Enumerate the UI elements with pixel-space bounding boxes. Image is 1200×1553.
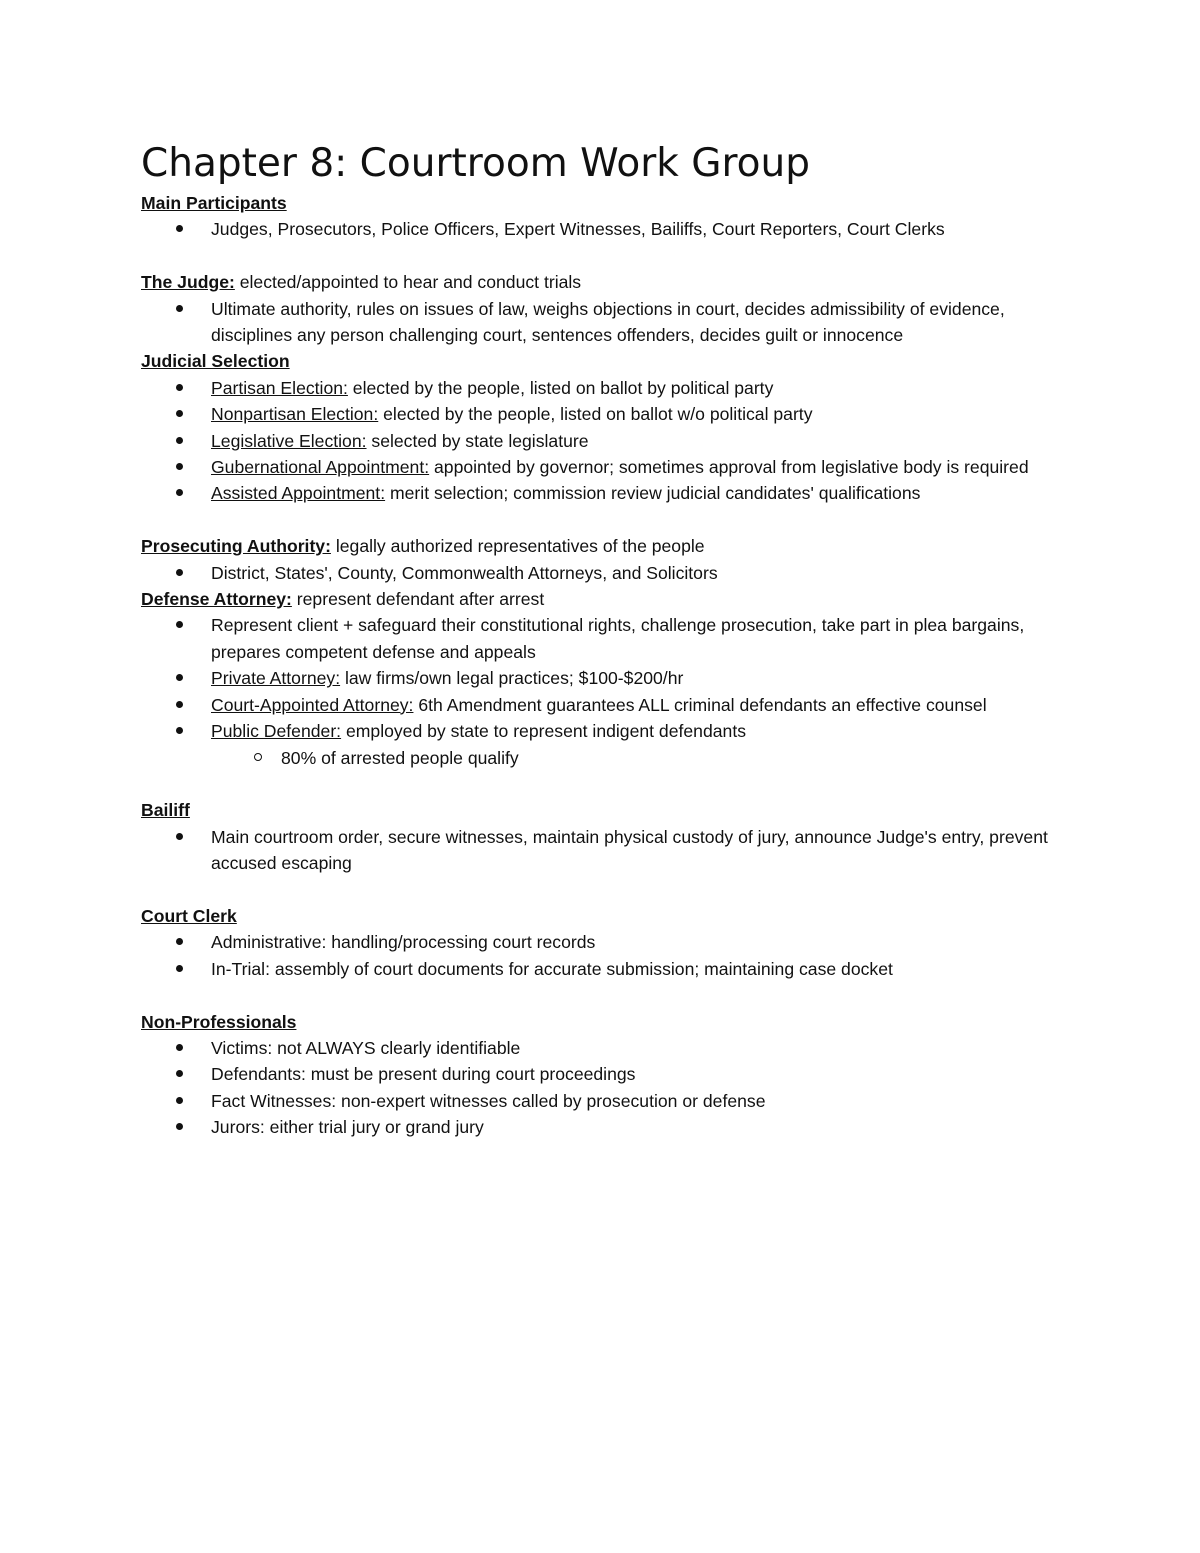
term-label: Assisted Appointment: xyxy=(211,483,386,504)
bullet-icon xyxy=(176,489,183,496)
list-item: District, States', County, Commonwealth Attorneys, and Solicitors xyxy=(141,560,1071,586)
prosecuting-description: legally authorized representatives of the people xyxy=(330,536,705,557)
judge-list xyxy=(141,296,1071,349)
list-item: Administrative: handling/processing court records xyxy=(141,929,1071,955)
list-item: Defendants: must be present during court proceedings xyxy=(141,1061,1071,1087)
main-participants-list xyxy=(141,216,1071,242)
judge-heading: The Judge: xyxy=(141,272,235,293)
bullet-icon xyxy=(176,569,183,576)
list-item: Court-Appointed Attorney: 6th Amendment guarantees ALL criminal defendants an effective counsel xyxy=(141,692,1071,718)
term-label: Partisan Election: xyxy=(211,377,348,398)
bullet-icon xyxy=(176,965,183,972)
term-label: Court-Appointed Attorney: xyxy=(211,694,414,715)
list-item: In-Trial: assembly of court documents for accurate submission; maintaining case docket xyxy=(141,956,1071,982)
list-item: Assisted Appointment: merit selection; commission review judicial candidates' qualifications xyxy=(141,480,1071,506)
bullet-icon xyxy=(176,938,183,945)
bullet-icon xyxy=(176,1070,183,1077)
bullet-icon xyxy=(176,674,183,681)
list-item: Represent client + safeguard their constitutional rights, challenge prosecution, take part in plea bargains, prepares competent defense and appeals xyxy=(141,612,1071,665)
list-item: Main courtroom order, secure witnesses, maintain physical custody of jury, announce Judge's entry, prevent accused escaping xyxy=(141,824,1071,877)
term-label: Private Attorney: xyxy=(211,668,341,689)
list-item: Ultimate authority, rules on issues of law, weighs objections in court, decides admissibility of evidence, disciplines any person challenging court, sentences offenders, decides guilt or innocence xyxy=(141,296,1071,349)
bullet-icon xyxy=(176,305,183,312)
list-item: Legislative Election: selected by state legislature xyxy=(141,428,1071,454)
section-heading-non-professionals: Non-Professionals xyxy=(141,1011,297,1032)
section-heading-the-judge xyxy=(141,269,1071,295)
section-heading-court-clerk: Court Clerk xyxy=(141,905,237,926)
bullet-icon xyxy=(176,1097,183,1104)
list-item: Private Attorney: law firms/own legal practices; $100-$200/hr xyxy=(141,665,1071,691)
judge-description: elected/appointed to hear and conduct trials xyxy=(234,272,582,293)
prosecuting-heading: Prosecuting Authority: xyxy=(141,536,331,557)
term-label: Public Defender: xyxy=(211,721,342,742)
bullet-icon xyxy=(176,384,183,391)
list-item: Victims: not ALWAYS clearly identifiable xyxy=(141,1035,1071,1061)
list-item: Fact Witnesses: non-expert witnesses called by prosecution or defense xyxy=(141,1088,1071,1114)
list-item: Jurors: either trial jury or grand jury xyxy=(141,1114,1071,1140)
term-label: Gubernational Appointment: xyxy=(211,457,430,478)
prosecuting-list xyxy=(141,560,1071,586)
hollow-bullet-icon xyxy=(254,753,262,761)
bullet-icon xyxy=(176,225,183,232)
bullet-icon xyxy=(176,410,183,417)
term-label: Nonpartisan Election: xyxy=(211,404,379,425)
list-item: Gubernational Appointment: appointed by governor; sometimes approval from legislative body is required xyxy=(141,454,1071,480)
page-title: Chapter 8: Courtroom Work Group xyxy=(141,141,810,186)
defense-heading: Defense Attorney: xyxy=(141,589,292,610)
bullet-icon xyxy=(176,463,183,470)
bullet-icon xyxy=(176,1123,183,1130)
defense-description: represent defendant after arrest xyxy=(291,589,545,610)
public-defender-sublist xyxy=(211,745,1071,771)
section-heading-prosecuting-authority xyxy=(141,533,1071,559)
bullet-icon xyxy=(176,833,183,840)
section-heading-defense-attorney xyxy=(141,586,1071,612)
non-professionals-list xyxy=(141,1035,1071,1141)
list-item: Judges, Prosecutors, Police Officers, Expert Witnesses, Bailiffs, Court Reporters, Court Clerks xyxy=(141,216,1071,242)
bullet-icon xyxy=(176,701,183,708)
term-label: Legislative Election: xyxy=(211,430,367,451)
bullet-icon xyxy=(176,727,183,734)
bailiff-list xyxy=(141,824,1071,877)
defense-list xyxy=(141,612,1071,770)
sub-list-item: 80% of arrested people qualify xyxy=(211,745,1071,771)
section-heading-bailiff: Bailiff xyxy=(141,800,190,821)
bullet-icon xyxy=(176,621,183,628)
document-page xyxy=(141,140,1071,1141)
section-heading-main-participants: Main Participants xyxy=(141,193,287,213)
bullet-icon xyxy=(176,1044,183,1051)
bullet-icon xyxy=(176,437,183,444)
section-heading-judicial-selection: Judicial Selection xyxy=(141,351,290,372)
list-item: Partisan Election: elected by the people, listed on ballot by political party xyxy=(141,375,1071,401)
court-clerk-list xyxy=(141,929,1071,982)
list-item: Nonpartisan Election: elected by the people, listed on ballot w/o political party xyxy=(141,401,1071,427)
list-item: Public Defender: employed by state to represent indigent defendants 80% of arrested people qualify xyxy=(141,718,1071,771)
judicial-selection-list xyxy=(141,375,1071,507)
